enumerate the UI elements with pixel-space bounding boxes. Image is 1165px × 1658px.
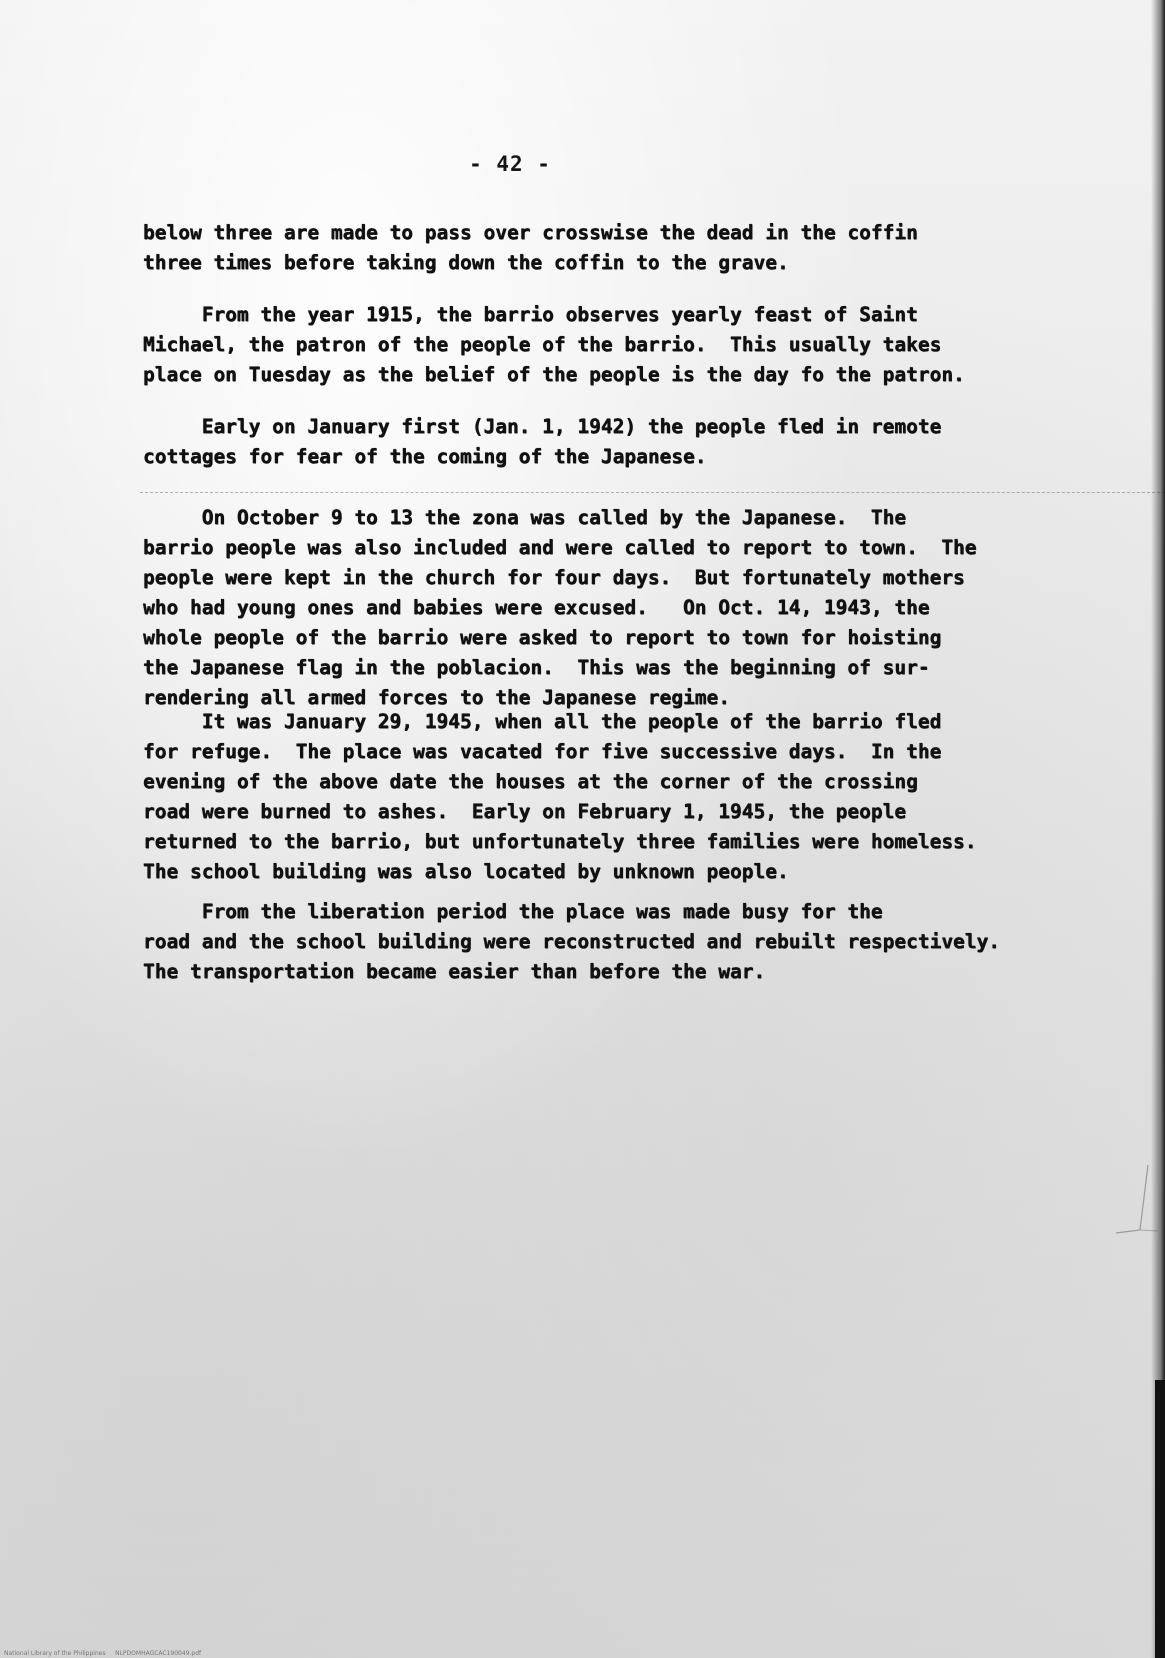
paragraph-feast-saint-michael: From the year 1915, the barrio observes yearly feast of Saint Michael, the patron of the people of the barrio. This usually takes place on Tuesday as the belief of the people is the day fo the patron. [143, 303, 965, 386]
paragraph-january-1945: It was January 29, 1945, when all the people of the barrio fled for refuge. The place was vacated for five successive days. In the evening of the above date the houses at the corner of the crossing road were burned to ashes. Early on February 1, 1945, the people returned to the barrio, but unfortunately three families were homeless. The school building was also located by unknown people. [143, 710, 977, 883]
paragraph-october-zona: On October 9 to 13 the zona was called by the Japanese. The barrio people was also included and were called to report to town. The people were kept in the church for four days. But fortunately mothers who had young ones and babies were excused. On Oct. 14, 1943, the whole people of the barrio were asked to report to town for hoisting the Japanese flag in the poblacion. This was the beginning of sur- rendering all armed forces to the Japanese regime. [143, 506, 977, 709]
paragraph-liberation-period: From the liberation period the place was made busy for the road and the school building were reconstructed and rebuilt respectively. The transportation became easier than before the war. [143, 900, 1001, 983]
page-right-edge-dark [1155, 1380, 1165, 1658]
page-number: - 42 - [469, 152, 551, 176]
fold-crease [140, 492, 1165, 493]
scan-footer: National Library of the Philippines NLPDOMHAGCAC190049.pdf [4, 1650, 202, 1657]
paragraph-january-1942: Early on January first (Jan. 1, 1942) the people fled in remote cottages for fear of the coming of the Japanese. [143, 415, 942, 468]
paragraph-burial-custom: below three are made to pass over crosswise the dead in the coffin three times before taking down the coffin to the grave. [143, 221, 918, 274]
